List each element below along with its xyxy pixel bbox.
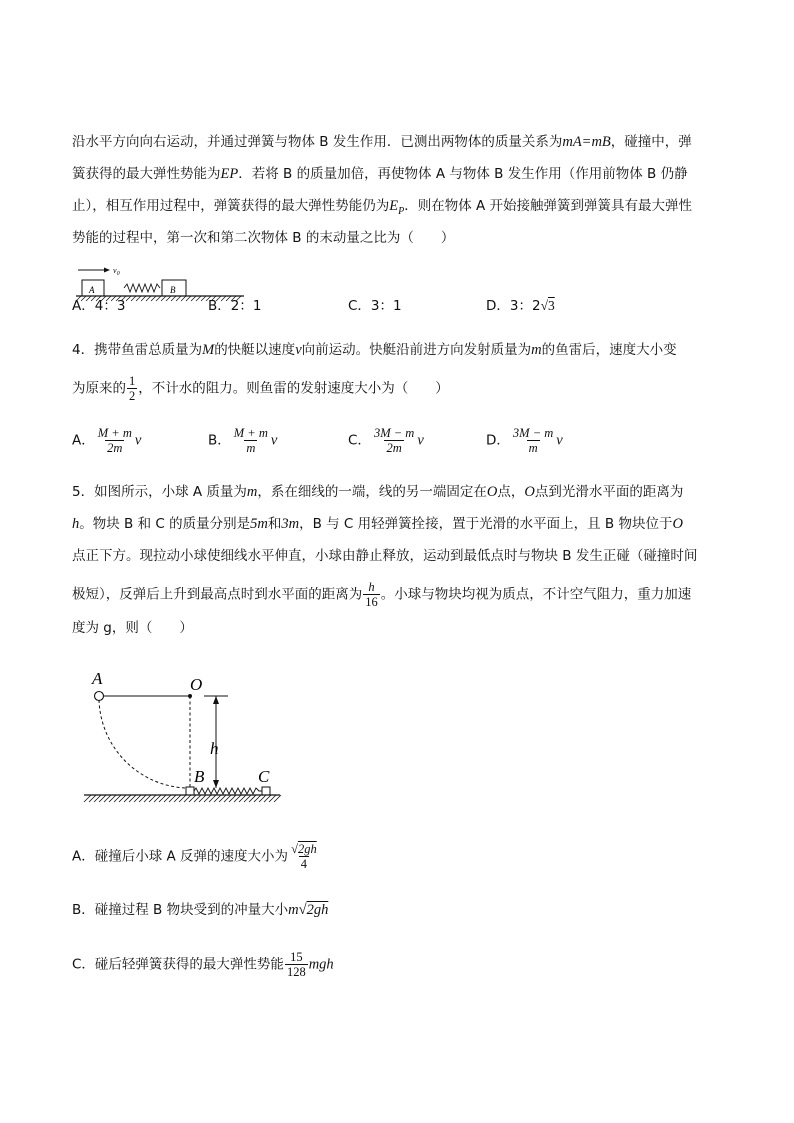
q3-line-3: 止），相互作用过程中，弹簧获得的最大弹性势能仍为$E_P$．则在物体 A 开始接触弹簧到弹簧具有最大弹性	[72, 198, 693, 217]
label-a: A	[92, 669, 103, 688]
q3-option-d[interactable]: D．3：2√3	[486, 298, 555, 314]
half-fraction: $\frac{1}{2}$	[129, 374, 136, 403]
q4-option-c[interactable]: C． $\frac{3M - m}{2m}$ v	[348, 426, 424, 455]
block-b-q5	[186, 787, 194, 795]
label-h: h	[210, 739, 219, 758]
q3-option-c[interactable]: C．3：1	[348, 298, 402, 314]
arc-path	[99, 700, 186, 788]
v0-label: $v_0$	[113, 266, 120, 277]
q3-line-4: 势能的过程中，第一次和第二次物体 B 的末动量之比为（ ）	[72, 230, 455, 246]
block-a-label: A	[89, 285, 95, 295]
q5-line-5: 度为 g，则（ ）	[72, 620, 193, 636]
q4-line-2: 为原来的 $\frac{1}{2}$ ，不计水的阻力。则鱼雷的发射速度大小为（ ）	[72, 374, 449, 403]
h-over-16: $\frac{h}{16}$	[365, 580, 378, 609]
q3-line-2: 簧获得的最大弹性势能为EP．若将 B 的质量加倍，再使物体 A 与物体 B 发生作用（作用前物体 B 仍静	[72, 166, 688, 182]
ep-symbol: EP	[220, 166, 239, 182]
q4-option-b[interactable]: B． $\frac{M + m}{m}$ v	[208, 426, 278, 455]
q5-option-c[interactable]: C．碰后轻弹簧获得的最大弹性势能 $\frac{15}{128}$ mgh	[72, 950, 334, 979]
q5-option-a[interactable]: A．碰撞后小球 A 反弹的速度大小为 $\frac{√2gh}{4}$	[72, 842, 317, 871]
mass-relation: mA=mB	[562, 134, 611, 150]
ep-sub-symbol: $E_P$	[389, 198, 405, 217]
q5-pendulum-figure	[80, 668, 290, 818]
q5-option-b[interactable]: B．碰撞过程 B 物块受到的冲量大小m√2gh	[72, 902, 329, 918]
q3-option-b[interactable]: B．2：1	[208, 298, 262, 314]
block-c-q5	[262, 787, 270, 795]
label-b: B	[194, 767, 205, 786]
label-o: O	[190, 675, 203, 694]
label-c: C	[258, 767, 270, 786]
q5-line-1: 5．如图所示，小球 A 质量为m，系在细线的一端，线的另一端固定在O点，O点到光滑水平面的距离为	[72, 484, 684, 500]
q5-line-2: h。物块 B 和 C 的质量分别是5m和3m，B 与 C 用轻弹簧拴接，置于光滑的水平面上，且 B 物块位于O	[72, 516, 683, 532]
q3-line-1: 沿水平方向向右运动，并通过弹簧与物体 B 发生作用．已测出两物体的质量关系为mA=mB，碰撞中，弹	[72, 134, 692, 150]
spring-q5	[194, 788, 262, 794]
block-b-label: B	[170, 285, 176, 295]
q3-option-a[interactable]: A．4：3	[72, 298, 126, 314]
ball-a	[95, 692, 104, 701]
spring-q3	[124, 284, 160, 292]
q4-option-a[interactable]: A． $\frac{M + m}{2m}$ v	[72, 426, 142, 455]
q4-line-1: 4．携带鱼雷总质量为M的快艇以速度v向前运动。快艇沿前进方向发射质量为m的鱼雷后，速度大小变	[72, 342, 677, 358]
q5-line-4: 极短），反弹后上升到最高点时到水平面的距离为 $\frac{h}{16}$ 。小球与物块均视为质点，不计空气阻力，重力加速	[72, 580, 692, 609]
q4-option-d[interactable]: D． $\frac{3M - m}{m}$ v	[486, 426, 563, 455]
q5-line-3: 点正下方。现拉动小球使细线水平伸直，小球由静止释放，运动到最低点时与物块 B 发生正碰（碰撞时间	[72, 548, 698, 564]
